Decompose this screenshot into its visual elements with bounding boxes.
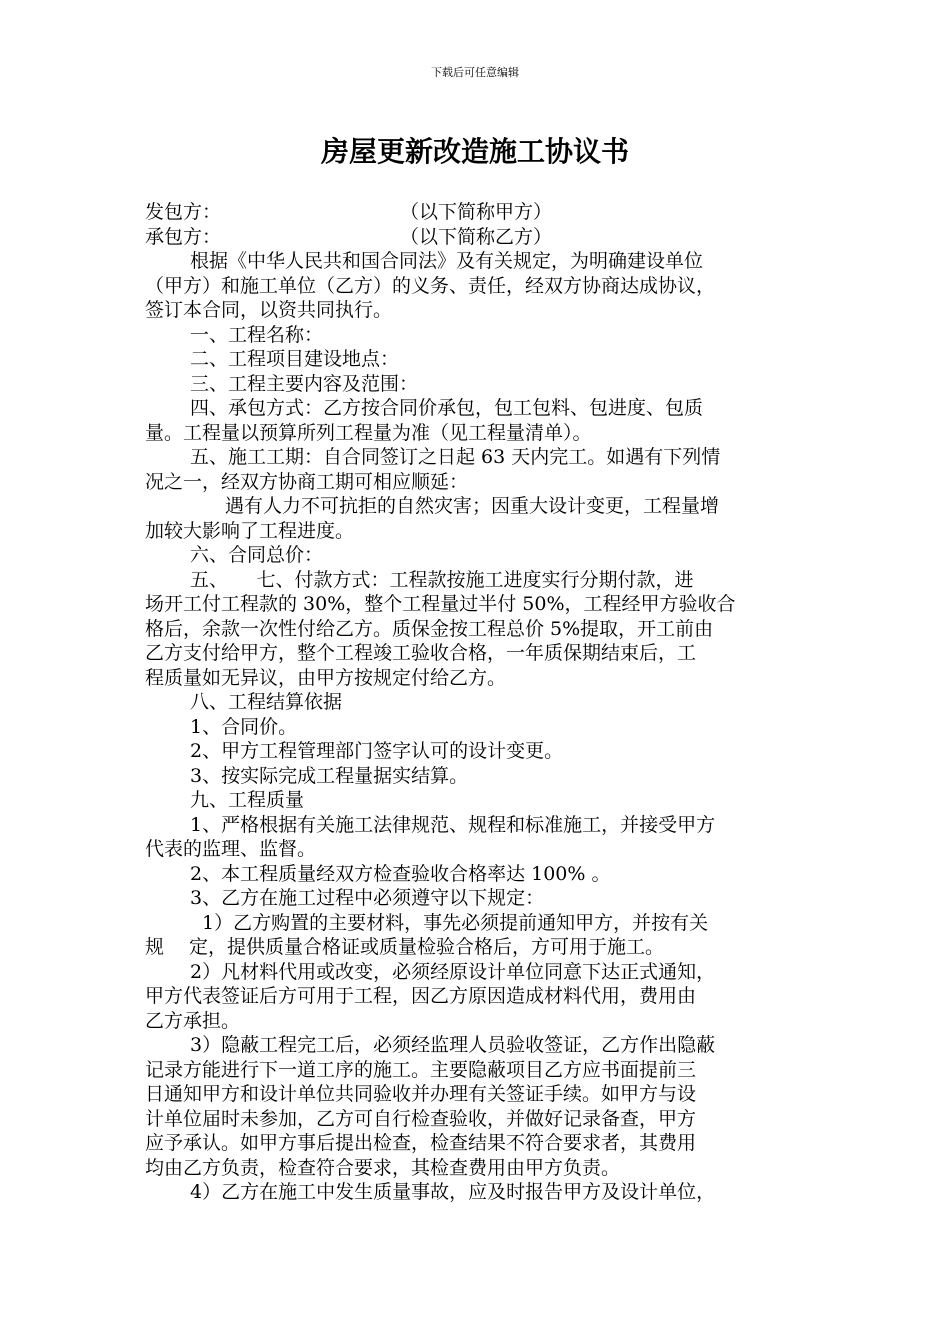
text-line: 场开工付工程款的 30%，整个工程量过半付 50%，工程经甲方验收合 xyxy=(145,593,736,615)
text-line: 记录方能进行下一道工序的施工。主要隐蔽项目乙方应书面提前三 xyxy=(145,1058,697,1081)
text-line: 4）乙方在施工中发生质量事故，应及时报告甲方及设计单位， xyxy=(190,1181,716,1203)
document-title: 房屋更新改造施工协议书 xyxy=(320,135,629,168)
party-label: 发包方： xyxy=(145,201,222,223)
text-line: 加较大影响了工程进度。 xyxy=(145,519,355,542)
text-line: 3、按实际完成工程量据实结算。 xyxy=(190,764,469,787)
text-line: 遇有人力不可抗拒的自然灾害；因重大设计变更，工程量增 xyxy=(225,495,720,517)
text-line: 格后，余款一次性付给乙方。质保金按工程总价 5%提取，开工前由 xyxy=(145,617,714,640)
text-line: 2、甲方工程管理部门签字认可的设计变更。 xyxy=(190,740,564,762)
text-line: 计单位届时未参加，乙方可自行检查验收，并做好记录备查，甲方 xyxy=(145,1107,697,1130)
text-line: 量。工程量以预算所列工程量为准（见工程量清单）。 xyxy=(145,421,592,444)
text-line: 乙方承担。 xyxy=(145,1009,241,1032)
text-line: 五、 七、付款方式：工程款按施工进度实行分期付款，进 xyxy=(190,568,694,591)
text-line: 3）隐蔽工程完工后，必须经监理人员验收签证，乙方作出隐蔽 xyxy=(190,1034,716,1056)
text-line: 一、工程名称： xyxy=(190,323,324,346)
text-line: 甲方代表签证后方可用于工程，因乙方原因造成材料代用，费用由 xyxy=(145,985,697,1007)
text-line: 程质量如无异议，由甲方按规定付给乙方。 xyxy=(145,666,507,689)
text-line: 乙方支付给甲方，整个工程竣工验收合格，一年质保期结束后，工 xyxy=(145,642,697,664)
text-line: 五、施工工期：自合同签订之日起 63 天内完工。如遇有下列情 xyxy=(190,446,721,468)
text-line: 根据《中华人民共和国合同法》及有关规定，为明确建设单位 xyxy=(190,250,704,272)
party-line-contractor xyxy=(145,225,807,250)
text-line: 四、承包方式：乙方按合同价承包，包工包料、包进度、包质 xyxy=(190,397,704,419)
text-line: 八、工程结算依据 xyxy=(190,691,343,713)
text-line: 2）凡材料代用或改变，必须经原设计单位同意下达正式通知， xyxy=(190,960,716,983)
text-line: 3、乙方在施工过程中必须遵守以下规定： xyxy=(190,887,545,909)
page-header-note: 下载后可任意编辑 xyxy=(431,66,519,79)
text-line: 九、工程质量 xyxy=(190,789,305,811)
party-line-employer xyxy=(145,200,807,225)
text-line: 规 定，提供质量合格证或质量检验合格后，方可用于施工。 xyxy=(145,936,665,958)
text-line: 况之一，经双方协商工期可相应顺延： xyxy=(145,470,469,493)
text-line: 1、合同价。 xyxy=(190,715,298,738)
party-note: （以下简称乙方） xyxy=(400,225,553,248)
text-line: 三、工程主要内容及范围： xyxy=(190,372,419,395)
text-line: 均由乙方负责，检查符合要求，其检查费用由甲方负责。 xyxy=(145,1156,621,1179)
text-line: （甲方）和施工单位（乙方）的义务、责任，经双方协商达成协议， xyxy=(145,274,716,297)
text-line: 日通知甲方和设计单位共同验收并办理有关签证手续。如甲方与设 xyxy=(145,1083,697,1105)
party-label: 承包方： xyxy=(145,225,222,248)
text-line: 代表的监理、监督。 xyxy=(145,838,317,860)
text-line: 1）乙方购置的主要材料，事先必须提前通知甲方，并按有关 xyxy=(202,911,709,934)
text-line: 2、本工程质量经双方检查验收合格率达 100% 。 xyxy=(190,862,611,885)
text-line: 签订本合同，以资共同执行。 xyxy=(145,299,393,321)
text-line: 六、合同总价： xyxy=(190,544,324,566)
party-note: （以下简称甲方） xyxy=(400,201,553,223)
contract-text xyxy=(145,249,807,1205)
document-body xyxy=(145,200,807,1205)
text-line: 二、工程项目建设地点： xyxy=(190,348,400,370)
text-line: 应予承认。如甲方事后提出检查，检查结果不符合要求者，其费用 xyxy=(145,1132,697,1154)
text-line: 1、严格根据有关施工法律规范、规程和标准施工，并接受甲方 xyxy=(190,813,716,836)
